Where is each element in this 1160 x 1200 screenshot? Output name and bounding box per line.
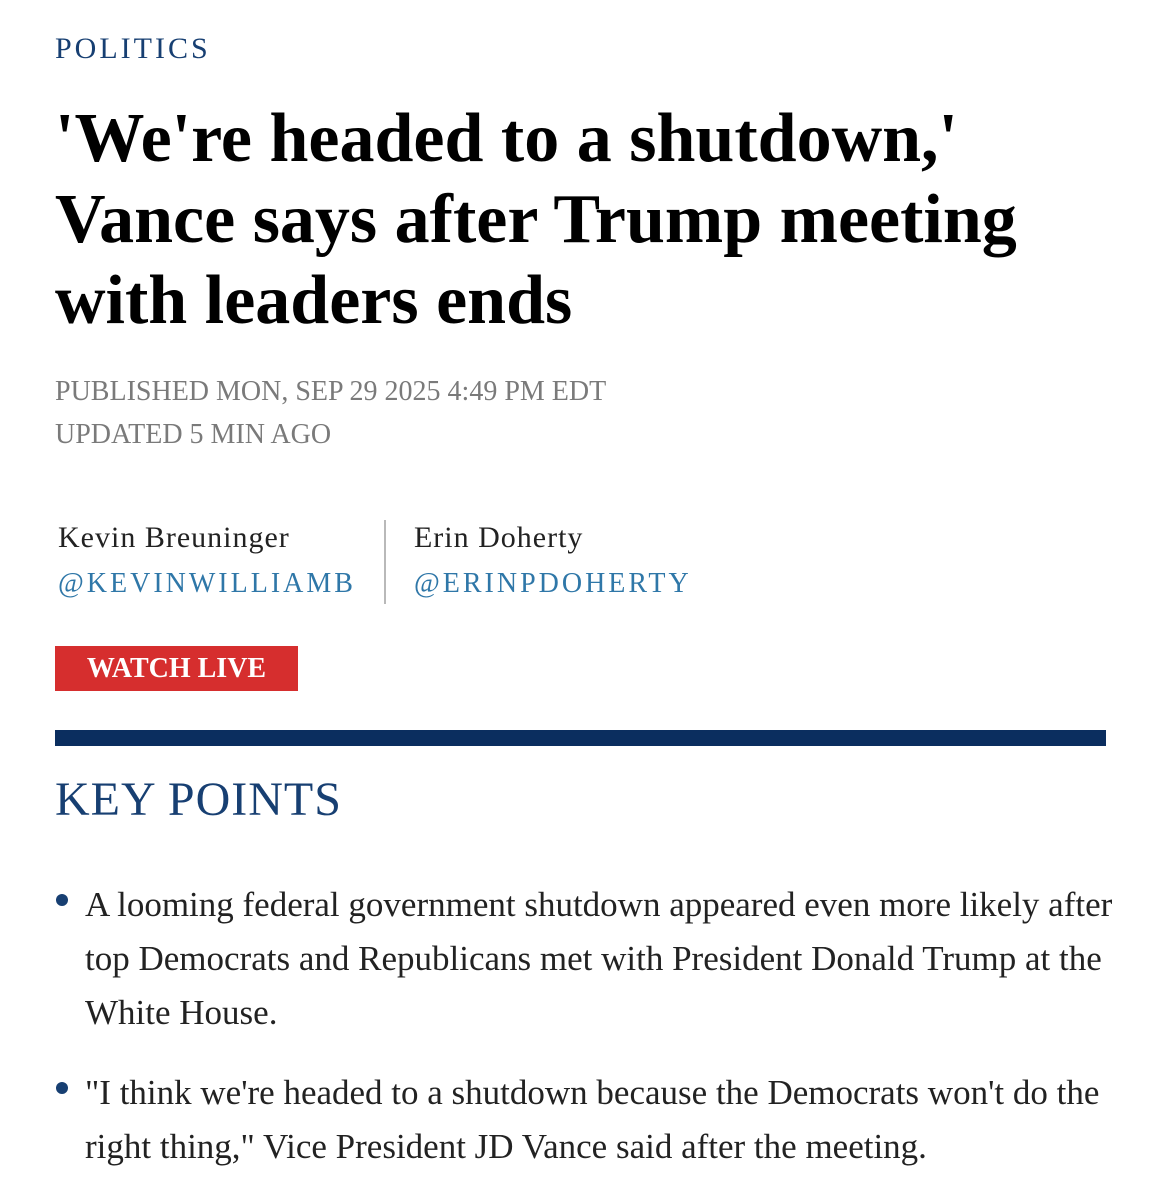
key-point-text: "I think we're headed to a shutdown because the Democrats won't do the right thing," Vice President JD Vance said after the meeting. — [85, 1073, 1100, 1166]
author-divider — [384, 520, 386, 604]
author-name: Erin Doherty — [413, 521, 584, 554]
section-label-politics[interactable]: POLITICS — [55, 32, 211, 65]
key-points-heading: KEY POINTS — [55, 773, 342, 826]
key-points-divider — [55, 730, 1106, 746]
key-points-list — [55, 878, 1115, 1200]
author-byline — [58, 518, 692, 604]
author-kevin-breuninger — [58, 518, 356, 604]
author-twitter-handle[interactable]: @ERINPDOHERTY — [413, 568, 692, 599]
key-point-text: A looming federal government shutdown appeared even more likely after top Democrats and Republicans met with President Donald Trump at the White House. — [85, 885, 1113, 1032]
bullet-icon — [56, 894, 68, 906]
author-erin-doherty — [414, 518, 692, 604]
updated-timestamp: UPDATED 5 MIN AGO — [55, 419, 332, 450]
dateline — [55, 370, 606, 456]
article-headline: 'We're headed to a shutdown,' Vance says after Trump meeting with leaders ends — [55, 100, 1017, 339]
author-name: Kevin Breuninger — [58, 521, 290, 554]
author-twitter-handle[interactable]: @KEVINWILLIAMB — [58, 568, 356, 599]
watch-live-button[interactable]: WATCH LIVE — [55, 646, 298, 691]
key-point-item — [55, 878, 1115, 1040]
key-point-item — [55, 1066, 1115, 1174]
published-timestamp: PUBLISHED MON, SEP 29 2025 4:49 PM EDT — [55, 376, 607, 407]
bullet-icon — [56, 1082, 68, 1094]
